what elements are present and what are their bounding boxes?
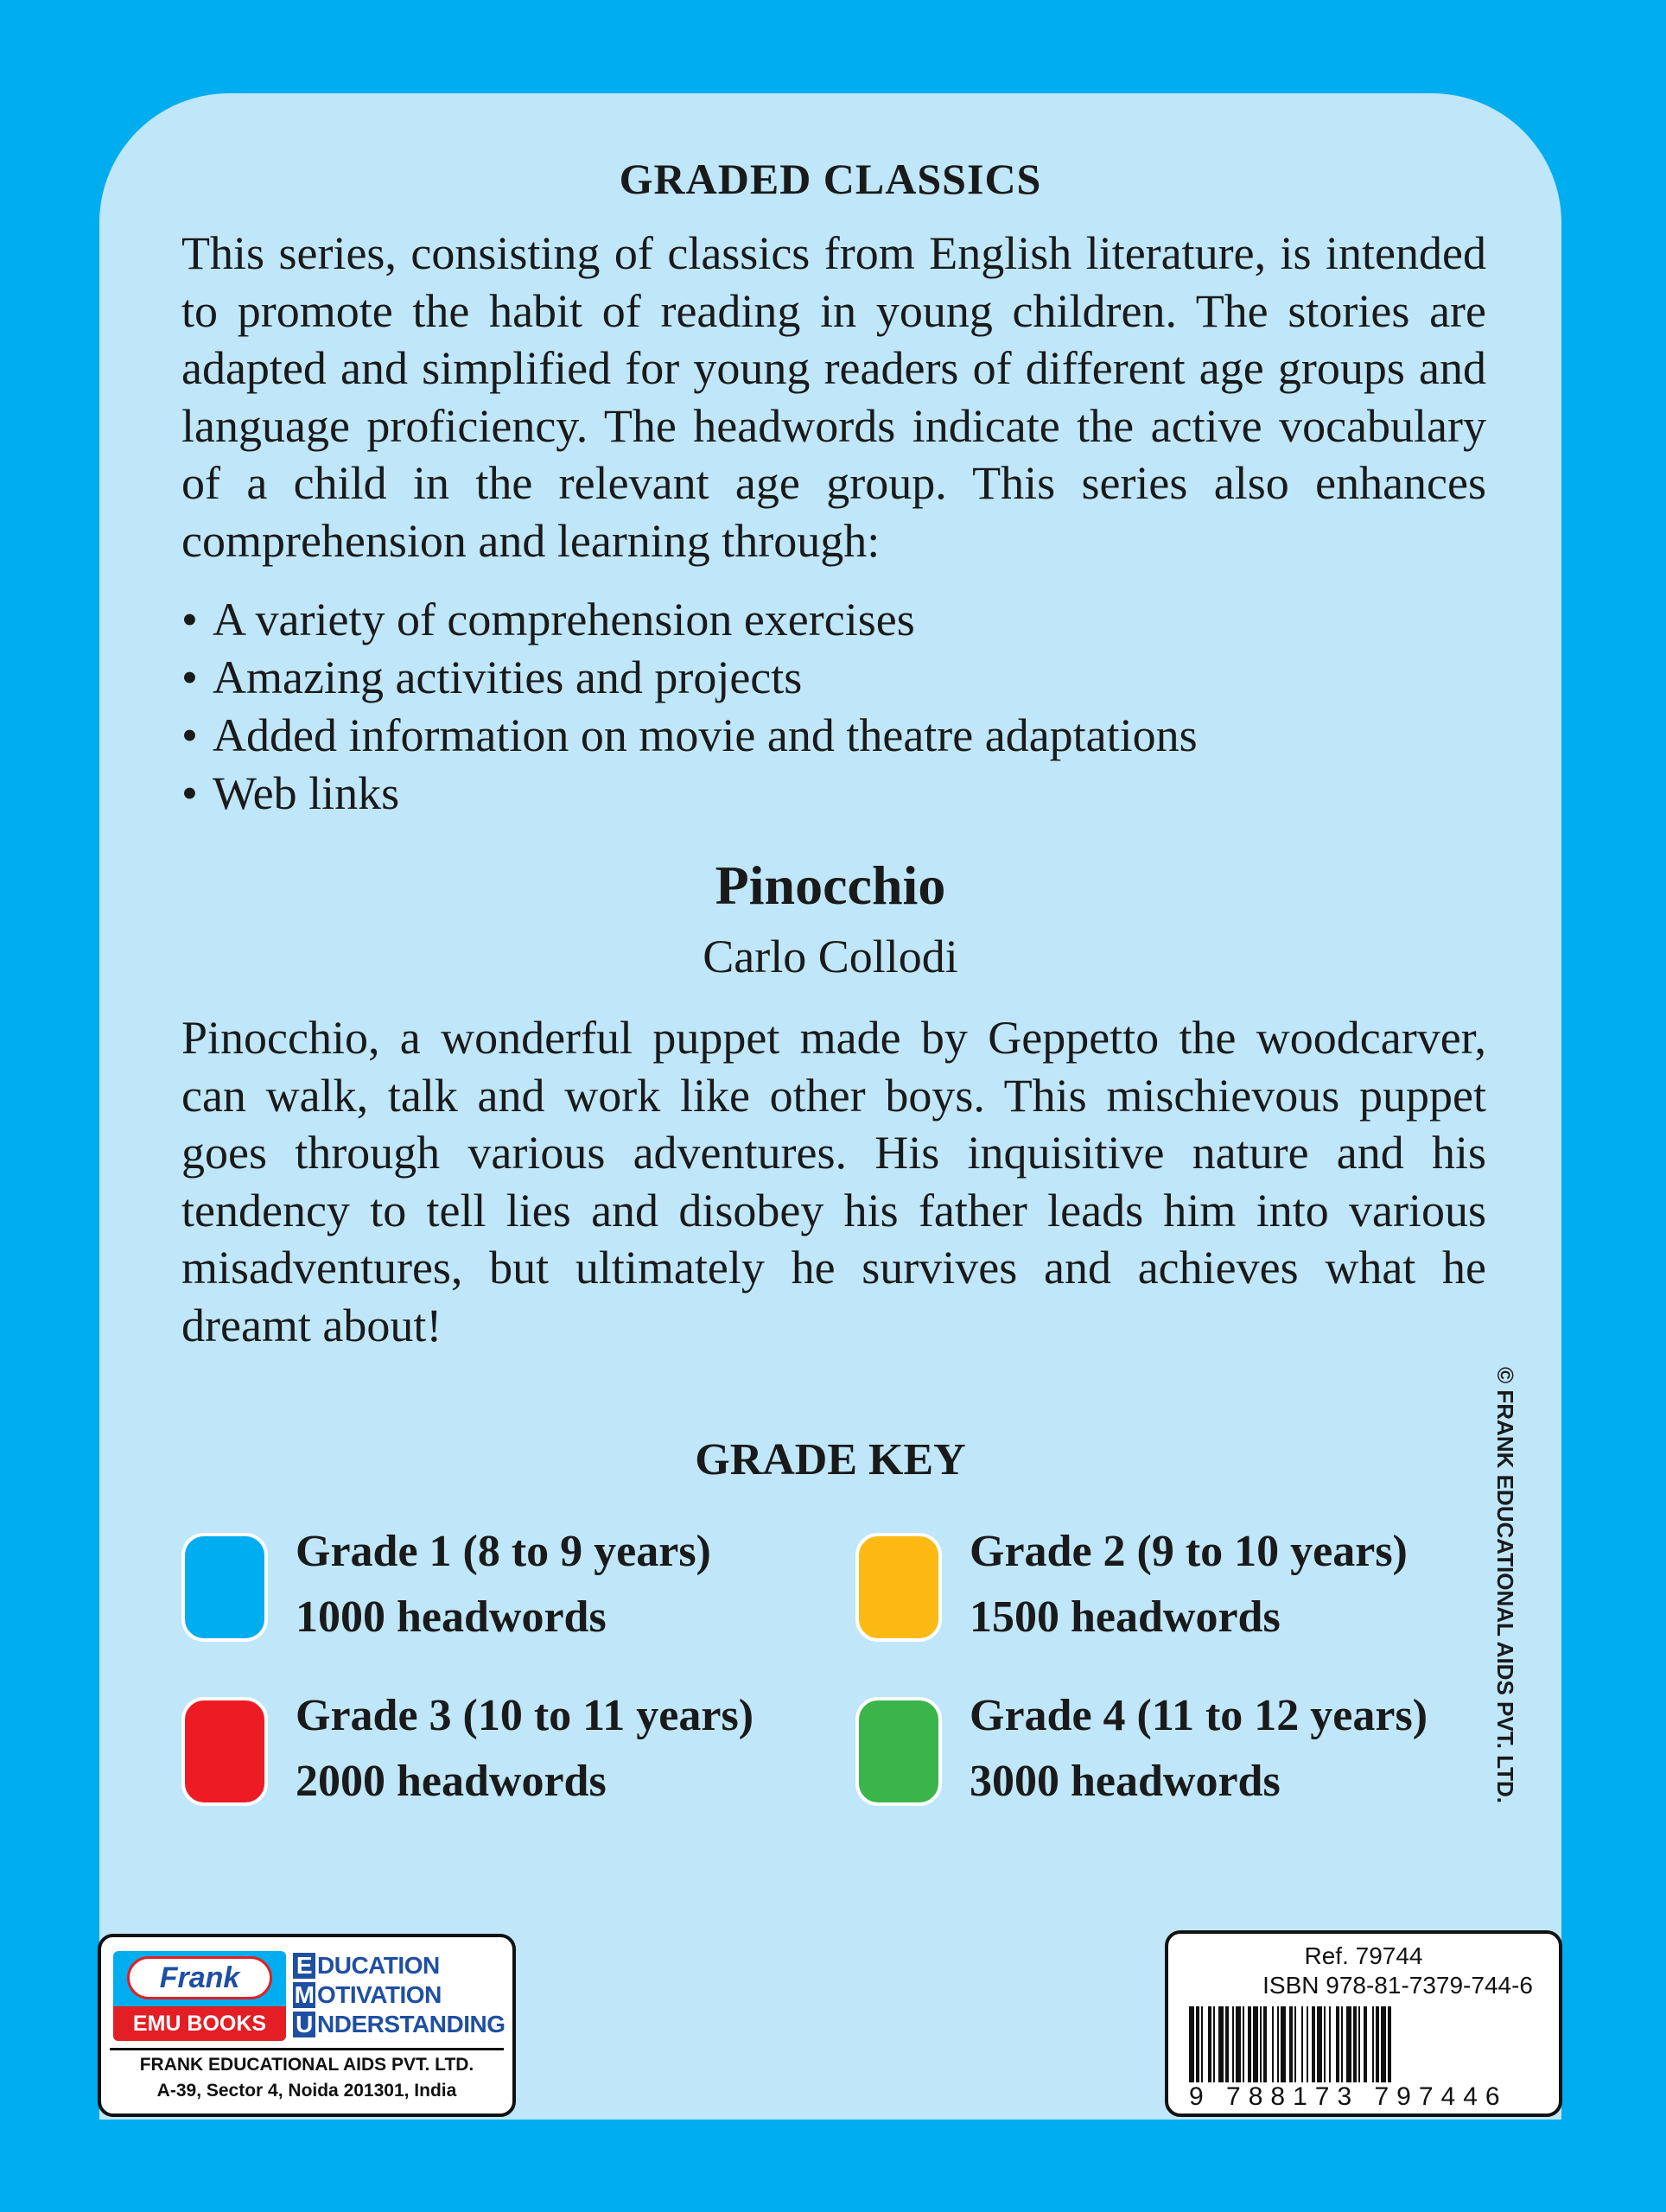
imprint-name: EMU BOOKS <box>113 2006 286 2041</box>
barcode-bar <box>1301 2006 1303 2093</box>
barcode-bar <box>1260 2006 1262 2093</box>
barcode-digits: 9 788173 797446 <box>1189 2082 1542 2112</box>
grade-swatch <box>855 1533 942 1642</box>
content-panel <box>99 93 1561 2120</box>
grade-label: Grade 2 (9 to 10 years) <box>970 1527 1408 1576</box>
grade-3-entry <box>181 1691 754 1815</box>
barcode-bar <box>1263 2006 1267 2093</box>
isbn-number: ISBN 978-81-7379-744-6 <box>1262 1972 1533 1999</box>
barcode-bar <box>1381 2006 1386 2093</box>
brand-name: Frank <box>127 1956 272 1999</box>
publisher-address: A-39, Sector 4, Noida 201301, India <box>156 2081 457 2101</box>
feature-list <box>181 591 1486 823</box>
barcode-bar <box>1232 2006 1234 2093</box>
barcode-bar <box>1329 2006 1331 2093</box>
book-title: Pinocchio <box>715 855 946 916</box>
barcode-bar <box>1281 2006 1286 2093</box>
barcode-bar <box>1364 2006 1367 2093</box>
grade-headwords: 2000 headwords <box>296 1757 607 1806</box>
barcode-bar <box>1189 2006 1194 2093</box>
list-item: • Added information on movie and theatre adaptations <box>181 707 1486 765</box>
barcode-bar <box>1346 2006 1351 2093</box>
barcode-bar <box>1307 2006 1308 2093</box>
barcode-bar <box>1196 2006 1199 2093</box>
grade-swatch <box>181 1533 268 1642</box>
barcode-bar <box>1289 2006 1293 2093</box>
barcode-bar <box>1372 2006 1374 2093</box>
grade-1-entry <box>181 1527 711 1650</box>
list-item: • Web links <box>181 765 1486 823</box>
list-item: • A variety of comprehension exercises <box>181 591 1486 649</box>
barcode-bar <box>1324 2006 1326 2093</box>
barcode-bar <box>1218 2006 1224 2093</box>
bullet-icon: • <box>181 767 198 819</box>
ref-number: Ref. 79744 <box>1304 1942 1423 1969</box>
barcode-bar <box>1341 2006 1343 2093</box>
barcode-bars <box>1189 2006 1543 2093</box>
barcode-bar <box>1272 2006 1274 2093</box>
barcode-bar <box>1213 2006 1215 2093</box>
barcode-bar <box>1208 2006 1211 2093</box>
publisher-name: FRANK EDUCATIONAL AIDS PVT. LTD. <box>139 2055 474 2075</box>
grade-4-entry <box>855 1691 1428 1815</box>
series-title: GRADED CLASSICS <box>619 155 1042 203</box>
barcode-bar <box>1277 2006 1279 2093</box>
grade-key-title: GRADE KEY <box>695 1435 966 1484</box>
emu-tagline: E DUCATION M OTIVATION U NDERSTANDING <box>294 1952 506 2037</box>
book-author: Carlo Collodi <box>703 931 958 982</box>
barcode-bar <box>1248 2006 1251 2093</box>
barcode-bar <box>1225 2006 1229 2093</box>
grade-headwords: 1500 headwords <box>970 1592 1281 1642</box>
barcode-bar <box>1376 2006 1379 2093</box>
grade-label: Grade 1 (8 to 9 years) <box>296 1527 711 1576</box>
publisher-box <box>98 1934 516 2117</box>
grade-headwords: 3000 headwords <box>970 1757 1281 1806</box>
grade-headwords: 1000 headwords <box>296 1592 607 1642</box>
barcode-bar <box>1317 2006 1322 2093</box>
bullet-icon: • <box>181 652 198 703</box>
barcode-bar <box>1388 2006 1391 2093</box>
book-synopsis: Pinocchio, a wonderful puppet made by Geppetto the woodcarver, can walk, talk and work like other boys. This mischievous puppet goes through various adventures. His inquisitive nature and his tendency to tell lies and disobey his father leads him into various misadventures, but ultimately he survives and achieves what he dreamt about! <box>181 1012 1486 1351</box>
list-item: • Amazing activities and projects <box>181 649 1486 707</box>
grade-label: Grade 4 (11 to 12 years) <box>970 1691 1428 1740</box>
grade-label: Grade 3 (10 to 11 years) <box>296 1691 754 1740</box>
barcode-box <box>1165 1930 1562 2117</box>
barcode-bar <box>1358 2006 1360 2093</box>
barcode-bar <box>1353 2006 1357 2093</box>
barcode-bar <box>1253 2006 1258 2093</box>
barcode-bar <box>1294 2006 1296 2093</box>
barcode-bar <box>1236 2006 1241 2093</box>
barcode-bar <box>1243 2006 1244 2093</box>
bullet-icon: • <box>181 709 198 761</box>
frank-logo <box>113 1951 286 2041</box>
series-intro: This series, consisting of classics from English literature, is intended to promote the habit of reading in young children. The stories are adapted and simplified for young readers of different age groups and language proficiency. The headwords indicate the active vocabulary of a child in the relevant age group. This series also enhances comprehension and learning through: <box>181 227 1486 567</box>
grade-swatch <box>181 1697 268 1806</box>
copyright-notice: © FRANK EDUCATIONAL AIDS PVT. LTD. <box>1492 1367 1518 1803</box>
grade-2-entry <box>855 1527 1408 1650</box>
divider <box>110 2048 504 2050</box>
barcode-bar <box>1201 2006 1203 2093</box>
barcode-bar <box>1312 2006 1315 2093</box>
bullet-icon: • <box>181 594 198 645</box>
barcode-bar <box>1336 2006 1339 2093</box>
grade-swatch <box>855 1697 942 1806</box>
